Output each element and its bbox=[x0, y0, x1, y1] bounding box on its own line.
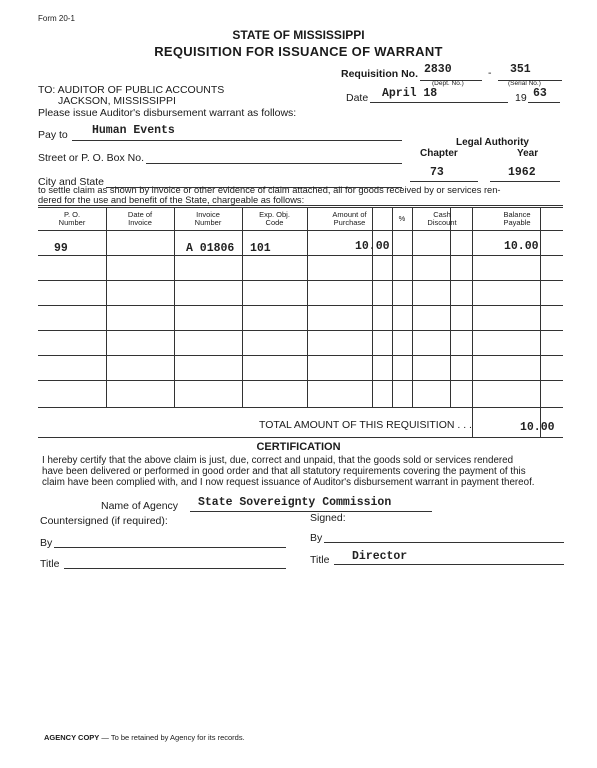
year-label: Year bbox=[517, 148, 539, 159]
serial-number: 351 bbox=[510, 63, 531, 76]
header-pct: % bbox=[398, 214, 406, 223]
chapter-value: 73 bbox=[430, 166, 444, 179]
form-number: Form 20-1 bbox=[38, 14, 75, 23]
chapter-label: Chapter bbox=[420, 148, 458, 159]
total-value: 10.00 bbox=[520, 421, 555, 434]
serial-no-caption: (Serial No.) bbox=[508, 80, 541, 87]
header-date: Date of Invoice bbox=[127, 210, 153, 227]
header-amount: Amount of Purchase bbox=[332, 210, 367, 227]
to-city: JACKSON, MISSISSIPPI bbox=[58, 95, 176, 107]
dept-no-caption: (Dept. No.) bbox=[432, 80, 464, 87]
settle-text-1: to settle claim as shown by invoice or other evidence of claim attached, all for goods received by or services ren- bbox=[38, 185, 501, 195]
row-invoice: A 01806 bbox=[186, 242, 235, 255]
date-label: Date bbox=[346, 92, 369, 104]
agency-copy-label: AGENCY COPY bbox=[44, 733, 100, 742]
signed-title-value: Director bbox=[352, 550, 408, 563]
year-prefix: 19 bbox=[515, 92, 527, 104]
instruction-text: Please issue Auditor's disbursement warrant as follows: bbox=[38, 107, 297, 119]
settle-text-2: dered for the use and benefit of the State, chargeable as follows: bbox=[38, 195, 305, 205]
header-invoice: Invoice Number bbox=[194, 210, 222, 227]
agency-copy-note: — To be retained by Agency for its records. bbox=[101, 733, 245, 742]
certification-line-2: have been delivered or performed in good order and that all statutory requirements covering the payment of this bbox=[42, 466, 526, 477]
pay-to-label: Pay to bbox=[38, 129, 68, 141]
header-balance: Balance Payable bbox=[503, 210, 531, 227]
agency-copy-footer bbox=[44, 733, 245, 742]
requisition-label: Requisition No. bbox=[341, 68, 418, 80]
certification-line-3: claim have been complied with, and I now request issuance of Auditor's disbursement warrant in payment thereof. bbox=[42, 477, 535, 488]
legal-authority-label: Legal Authority bbox=[456, 137, 529, 148]
header-exp: Exp. Obj. Code bbox=[259, 210, 290, 227]
certification-line-1: I hereby certify that the above claim is just, due, correct and unpaid, that the goods sold or services rendered bbox=[42, 455, 514, 466]
signed-title-label: Title bbox=[310, 554, 330, 566]
year-value: 1962 bbox=[508, 166, 536, 179]
street-label: Street or P. O. Box No. bbox=[38, 152, 145, 164]
header-discount: Cash Discount bbox=[427, 210, 457, 227]
city-label: City and State bbox=[38, 176, 104, 188]
pay-to-value: Human Events bbox=[92, 124, 175, 137]
row-po: 99 bbox=[54, 242, 68, 255]
date-value: April 18 bbox=[382, 87, 438, 100]
signed-by-label: By bbox=[310, 532, 323, 544]
requisition-dash: - bbox=[488, 67, 492, 79]
total-label: TOTAL AMOUNT OF THIS REQUISITION . . . bbox=[259, 419, 472, 431]
countersign-by-label: By bbox=[40, 537, 53, 549]
certification-heading: CERTIFICATION bbox=[256, 441, 341, 453]
form-title: REQUISITION FOR ISSUANCE OF WARRANT bbox=[154, 44, 443, 59]
state-heading: STATE OF MISSISSIPPI bbox=[232, 28, 365, 42]
to-auditor: TO: AUDITOR OF PUBLIC ACCOUNTS bbox=[38, 84, 225, 96]
countersign-title-label: Title bbox=[40, 558, 60, 570]
row-balance: 10.00 bbox=[504, 240, 539, 253]
countersigned-label: Countersigned (if required): bbox=[40, 515, 168, 527]
agency-value: State Sovereignty Commission bbox=[198, 496, 392, 509]
dept-number: 2830 bbox=[424, 63, 452, 76]
year-suffix: 63 bbox=[533, 87, 547, 100]
signed-label: Signed: bbox=[310, 512, 346, 524]
agency-label: Name of Agency bbox=[101, 500, 179, 512]
row-exp-code: 101 bbox=[250, 242, 271, 255]
row-amount: 10.00 bbox=[355, 240, 390, 253]
header-po: P. O. Number bbox=[58, 210, 86, 227]
